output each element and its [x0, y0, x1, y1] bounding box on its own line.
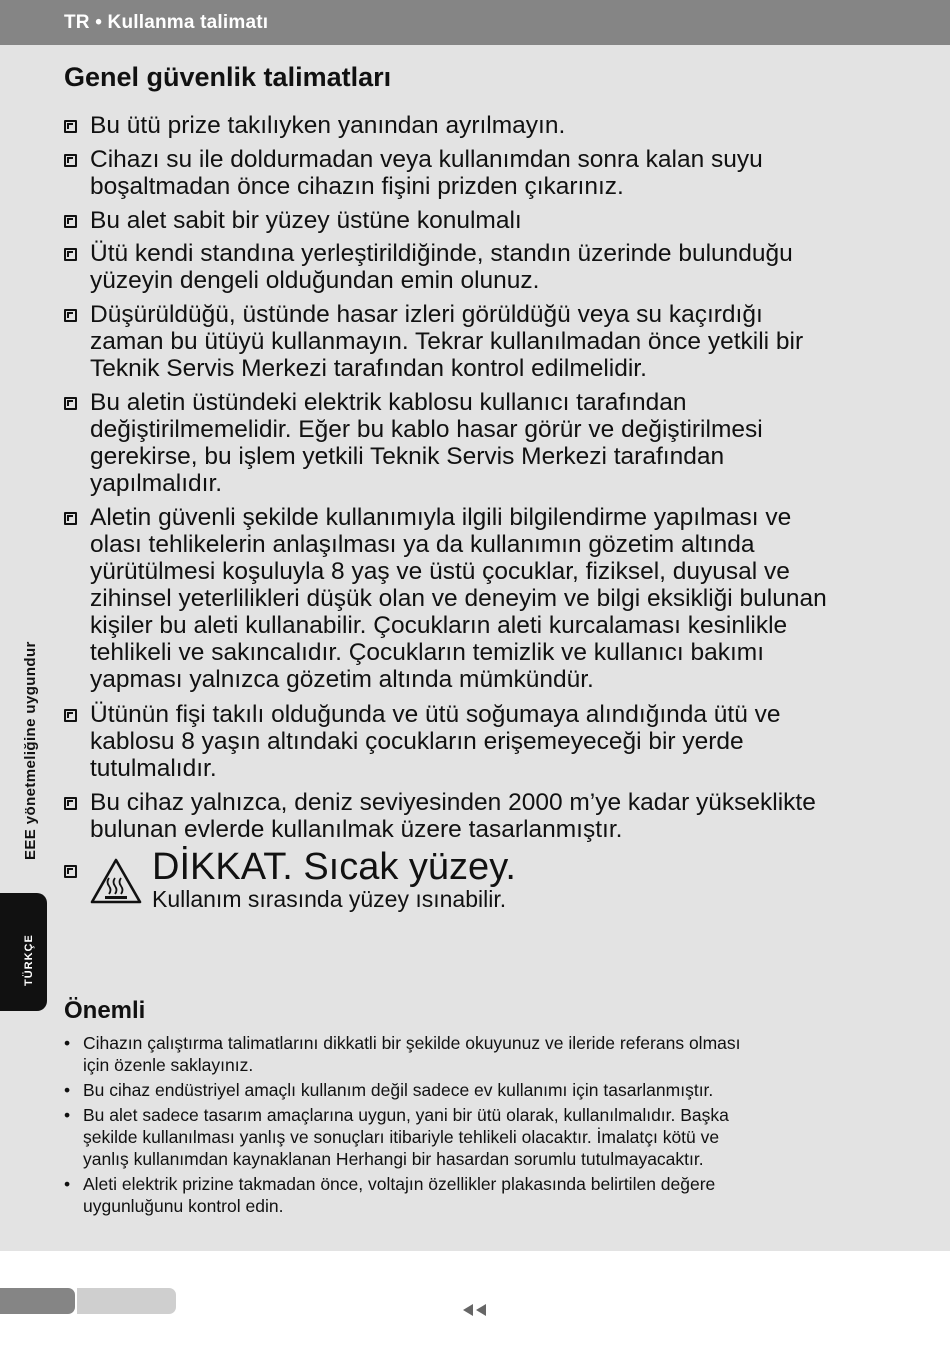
sidebar-compliance-label: EEE yönetmeliğine uygundur	[22, 641, 39, 860]
important-note: • Aleti elektrik prizine takmadan önce, voltajın özellikler plakasında belirtilen değere uygunluğunu kontrol edin.	[64, 1174, 716, 1216]
hot-surface-warning-icon	[90, 858, 142, 904]
safety-item-text: Cihazı su ile doldurmadan veya kullanımdan sonra kalan suyu boşaltmadan önce cihazın fişini prizden çıkarınız.	[90, 146, 763, 200]
safety-item	[64, 504, 894, 693]
footer-page-bar-dark	[0, 1288, 75, 1314]
checkbox-bullet-icon	[64, 215, 77, 228]
checkbox-bullet-icon	[64, 512, 77, 525]
footer-page-bar-light	[77, 1288, 176, 1314]
safety-item-text: Bu ütü prize takılıyken yanından ayrılmayın.	[90, 112, 566, 139]
important-title: Önemli	[64, 997, 146, 1024]
safety-item-text: Bu cihaz yalnızca, deniz seviyesinden 2000 m’ye kadar yükseklikte bulunan evlerde kullanılmak üzere tasarlanmıştır.	[90, 789, 816, 843]
checkbox-bullet-icon	[64, 120, 77, 133]
safety-item	[64, 207, 894, 234]
bullet-icon: •	[64, 1080, 71, 1100]
page-header	[0, 0, 950, 45]
safety-item	[64, 301, 894, 382]
safety-item-text: Ütü kendi standına yerleştirildiğinde, standın üzerinde bulunduğu yüzeyin dengeli olduğundan emin olunuz.	[90, 240, 793, 294]
header-title: TR • Kullanma talimatı	[64, 12, 269, 33]
safety-item-text: Ütünün fişi takılı olduğunda ve ütü soğumaya alındığında ütü ve kablosu 8 yaşın altındaki çocukların erişemeyeceği bir yerde tutulmalıdır.	[90, 701, 781, 782]
safety-item	[64, 240, 894, 294]
safety-item-text: Düşürüldüğü, üstünde hasar izleri görüldüğü veya su kaçırdığı zaman bu ütüyü kullanmayın. Tekrar kullanılmadan önce yetkili bir Teknik Servis Merkezi tarafından kontrol edilmelidir.	[90, 301, 804, 382]
checkbox-bullet-icon	[64, 397, 77, 410]
section-title: Genel güvenlik talimatları	[64, 62, 392, 92]
hot-surface-warning	[64, 846, 894, 916]
bullet-icon: •	[64, 1105, 71, 1125]
safety-item	[64, 112, 894, 139]
checkbox-bullet-icon	[64, 797, 77, 810]
important-note: • Bu cihaz endüstriyel amaçlı kullanım değil sadece ev kullanımı için tasarlanmıştır.	[64, 1080, 714, 1100]
safety-item-text: Bu aletin üstündeki elektrik kablosu kullanıcı tarafından değiştirilmemelidir. Eğer bu kablo hasar görür ve değiştirilmesi gerekirse, bu işlem yetkili Teknik Servis Merkezi tarafından yapılmalıdır.	[90, 389, 763, 497]
safety-item	[64, 146, 894, 200]
double-left-arrow-icon[interactable]	[461, 1302, 489, 1318]
bullet-icon: •	[64, 1033, 71, 1053]
warning-title: DİKKAT. Sıcak yüzey.	[152, 846, 516, 888]
safety-item	[64, 789, 894, 843]
safety-item	[64, 389, 894, 497]
checkbox-bullet-icon	[64, 248, 77, 261]
checkbox-bullet-icon	[64, 154, 77, 167]
important-note: • Bu alet sadece tasarım amaçlarına uygun, yani bir ütü olarak, kullanılmalıdır. Başka şekilde kullanılması yanlış ve sonuçları itibariyle tehlikeli olacaktır. İmalatçı kötü ve yanlış kullanımdan kaynaklanan Herhangi bir hasardan sorumlu tutulmayacaktır.	[64, 1105, 729, 1169]
checkbox-bullet-icon	[64, 309, 77, 322]
bullet-icon: •	[64, 1174, 71, 1194]
safety-item-text: Bu alet sabit bir yüzey üstüne konulmalı	[90, 207, 522, 234]
checkbox-bullet-icon	[64, 709, 77, 722]
important-note: • Cihazın çalıştırma talimatlarını dikkatli bir şekilde okuyunuz ve ileride referans olması için özenle saklayınız.	[64, 1033, 741, 1075]
safety-item-text: Aletin güvenli şekilde kullanımıyla ilgili bilgilendirme yapılması ve olası tehlikelerin anlaşılması ya da kullanımın gözetim altında yürütülmesi koşuluyla 8 yaş ve üstü çocuklar, fiziksel, duyusal ve zihinsel yeterlilikleri düşük olan ve deneyim ve bilgi eksikliği bulunan kişiler bu aleti kullanabilir. Çocukların aleti kurcalaması kesinlikle tehlikeli ve sakıncalıdır. Çocukların temizlik ve kullanıcı bakımı yapması yalnızca gözetim altında mümkündür.	[90, 504, 827, 693]
safety-item	[64, 701, 894, 782]
checkbox-bullet-icon	[64, 865, 77, 878]
warning-subtitle: Kullanım sırasında yüzey ısınabilir.	[152, 886, 507, 912]
language-tab-label: TÜRKÇE	[23, 934, 35, 986]
